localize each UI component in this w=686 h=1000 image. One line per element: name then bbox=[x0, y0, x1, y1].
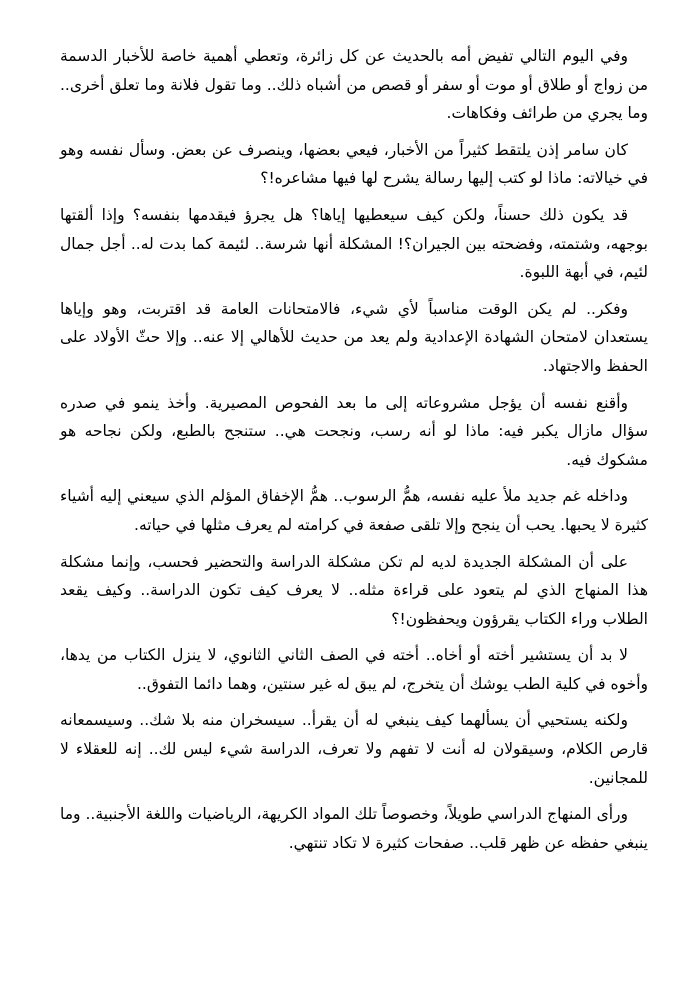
paragraph-10: ورأى المنهاج الدراسي طويلاً، وخصوصاً تلك المواد الكريهة، الرياضيات واللغة الأجنبية.. وما ينبغي حفظه عن ظهر قلب.. صفحات كثيرة لا تكاد تنتهي. bbox=[60, 805, 648, 852]
paragraph-6: وداخله غم جديد ملأ عليه نفسه، همُّ الرسوب.. همُّ الإخفاق المؤلم الذي سيعني إليه أشياء كثيرة لا يحبها. يحب أن ينجح وإلا تلقى صفعة في كرامته لم يعرف مثلها في حياته. bbox=[60, 487, 648, 534]
paragraph-7: على أن المشكلة الجديدة لديه لم تكن مشكلة الدراسة والتحضير فحسب، وإنما مشكلة هذا المنهاج الذي لم يتعود على قراءة مثله.. لا يعرف كيف تكون الدراسة.. وكيف يقعد الطلاب وراء الكتاب يقرؤون ويحفظون!؟ bbox=[60, 552, 648, 628]
paragraph-2: كان سامر إذن يلتقط كثيراً من الأخبار، فيعي بعضها، وينصرف عن بعض. وسأل نفسه وهو في خيالاته: ماذا لو كتب إليها رسالة يشرح لها فيها مشاعره!؟ bbox=[60, 140, 648, 188]
paragraph-4: وفكر.. لم يكن الوقت مناسباً لأي شيء، فالامتحانات العامة قد اقتربت، وهو وإياها يستعدان لامتحان الشهادة الإعدادية ولم يعد من حديث للأهالي إلا عنه.. وإلا حثّ الأولاد على الحفظ والاجتهاد. bbox=[60, 299, 648, 375]
paragraph-9: ولكنه يستحيي أن يسألهما كيف ينبغي له أن يقرأ.. سيسخران منه بلا شك.. وسيسمعانه قارص الكلام، وسيقولان له أنت لا تفهم ولا تعرف، الدراسة شيء ليس لك.. إنه للعقلاء لا للمجانين. bbox=[60, 711, 648, 787]
paragraph-1: وفي اليوم التالي تفيض أمه بالحديث عن كل زائرة، وتعطي أهمية خاصة للأخبار الدسمة من زواج أو طلاق أو موت أو سفر أو قصص من أشباه ذلك.. وما تقول فلانة وما تعلق أخرى.. وما يجري من طرائف وفكاهات. bbox=[60, 47, 648, 123]
paragraph-8: لا بد أن يستشير أخته أو أخاه.. أخته في الصف الثاني الثانوي، لا ينزل الكتاب من يدها، وأخوه في كلية الطب يوشك أن يتخرج، لم يبق له غير سنتين، وهما دائما التفوق.. bbox=[60, 646, 648, 693]
paragraph-3: قد يكون ذلك حسناً، ولكن كيف سيعطيها إياها؟ هل يجرؤ فيقدمها بنفسه؟ وإذا ألقتها بوجهه، وشتمته، وفضحته بين الجيران؟! المشكلة أنها شرسة.. لئيمة كما بدت له.. أجل جمال لئيم، في أبهة اللبوة. bbox=[60, 205, 648, 282]
paragraph-5: وأقنع نفسه أن يؤجل مشروعاته إلى ما بعد الفحوص المصيرية. وأخذ ينمو في صدره سؤال مازال يكبر فيه: ماذا لو أنه رسب، ونجحت هي.. ستنجح بالطبع، ولكن نجاحه هو مشكوك فيه. bbox=[60, 393, 648, 469]
document-page bbox=[60, 42, 648, 865]
